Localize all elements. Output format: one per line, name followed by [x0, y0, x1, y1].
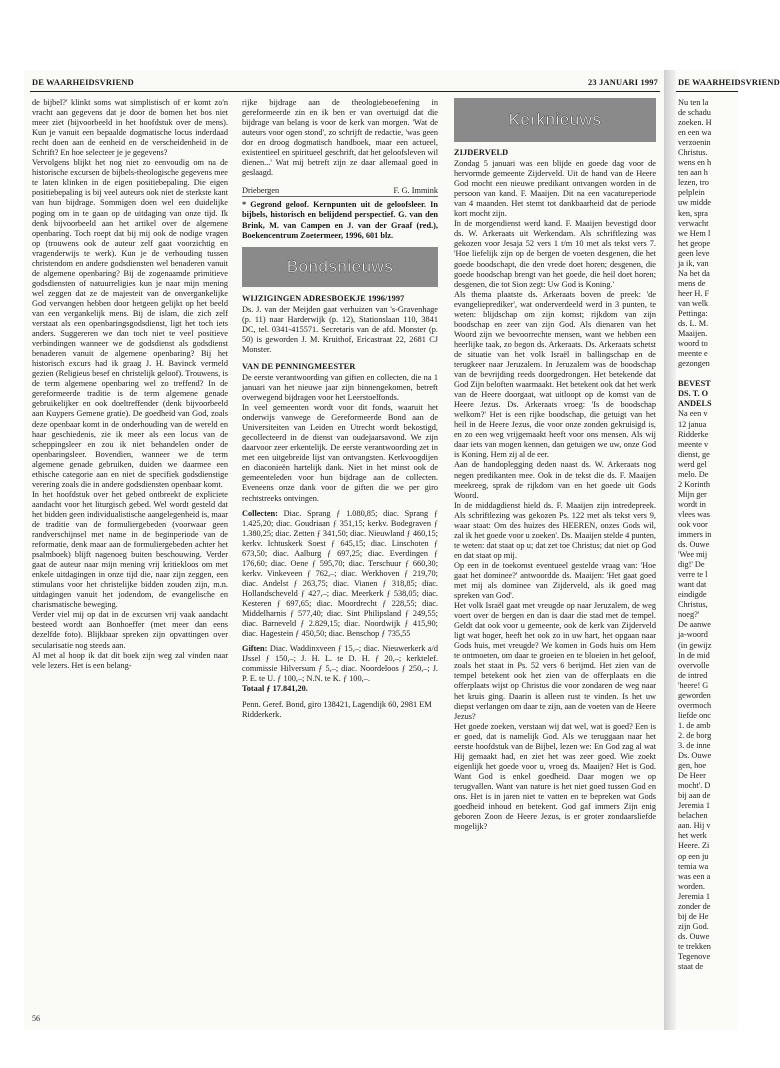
paragraph: Al met al hoop ik dat dit boek zijn weg zal vinden naar vele lezers. Het is een belang-	[32, 650, 228, 670]
next-page-line: worden.	[678, 881, 705, 891]
next-page-line: ja ik, van	[678, 258, 709, 268]
collecten-text: Diac. Sprang ƒ 1.080,85; diac. Sprang ƒ 1.425,20; diac. Goudriaan ƒ 351,15; kerkv. Bodegraven ƒ 1.380,25; diac. Zetten ƒ 341,50; diac. Nieuwland ƒ 460,15; kerkv. Ichtuskerk Soest ƒ 645,15; diac. Linschoten ƒ 673,50; diac. Aalburg ƒ 697,25; diac. Everdingen ƒ 176,60; diac. Oene ƒ 595,70; diac. Terschuur ƒ 660,30; kerkv. Vinkeveen ƒ 762,–; diac. Werkhoven ƒ 219,70; diac. Andelst ƒ 263,75; diac. Vianen ƒ 318,85; diac. Hollandscheveld ƒ 427,–; diac. Meerkerk ƒ 538,05; diac. Kesteren ƒ 697,65; diac. Moordrecht ƒ 228,55; diac. Middelharnis ƒ 577,40; diac. Sint Philipsland ƒ 249,55; diac. Barneveld ƒ 2.829,15; diac. Noordwijk ƒ 415,90; diac. Hagestein ƒ 450,50; diac. Benschop ƒ 735,55	[242, 508, 438, 639]
next-header-rule	[676, 91, 738, 92]
next-page-line: heer H. F	[678, 288, 710, 298]
collecten-label: Collecten:	[242, 508, 278, 518]
next-page-line: zonder de	[678, 901, 711, 911]
magazine-page	[24, 70, 664, 1030]
next-page-line: uw midde	[678, 198, 711, 208]
giften-list	[242, 644, 438, 684]
paragraph: De eerste verantwoording van giften en collecten, die na 1 januari van het nieuwe jaar zijn binnengekomen, betreft overwegend bijdragen voor het Leerstoelfonds.	[242, 372, 438, 403]
next-page-line: wordt in	[678, 499, 706, 509]
next-page-line: Ridderke	[678, 429, 709, 439]
next-page-line: op een ju	[678, 851, 709, 861]
next-page-line: ken, spra	[678, 208, 708, 218]
paragraph: Vervolgens blijkt het nog niet zo eenvoudig om na de historische excursen de bijbels-theologische gegevens mee te laten klinken in de eigen positiebepaling. Die eigen positiebepaling is bij veel auteurs ook niet de sterkste kant van hun bijdrage. Sommigen doen wel een duidelijke poging om in te gaan op de uitdaging van onze tijd. Ik denk bijvoorbeeld aan het artikel over de algemene openbaring. Toch roept dat bij mij ook de nodige vragen op (trouwens ook de auteur zelf gaat voorzichtig en vragenderwijs te werk). Kun je de verhouding tussen christendom en andere godsdiensten wel benaderen vanuit de algemene openbaring? Bij de zogenaamde primitieve godsdiensten of natuurreligies kun je naar mijn mening wel zeggen dat ze de majesteit van de onvergankelijke God vervangen hebben door hetgeen gelijkt op het beeld van een vergankelijk mens. Bij de islam, die zich zelf verstaat als een openbaringsgodsdienst, ligt het toch iets anders. Suggereren we dan toch niet te veel positieve verbindingen wanneer we de godsdienst als godsdienst benaderen vanuit de algemene openbaring? Bij het historisch excurs had ik graag J. H. Bavinck vermeld gezien (Religieus besef en christelijk geloof). Trouwens, is de term algemene openbaring wel zo treffend? In de gereformeerde traditie is de term algemene genade gebruikelijker en ook doeltreffender (denk bijvoorbeeld aan Kuypers Gemene gratie). De goedheid van God, zoals deze openbaar komt in de onderhouding van de wereld en haar geschiedenis, zie ik meer als een locus van de scheppingsleer en zou ik niet behandelen onder de openbaringsleer. Bovendien, wanneer we de term algemene genade gebruiken, duiden we daarmee een ethische categorie aan en niet de specifiek godsdienstige verering zoals die in andere godsdiensten openbaar komt.	[32, 158, 228, 489]
totaal: Totaal ƒ 17.841,20.	[242, 684, 308, 694]
next-page-fragment	[676, 70, 780, 1030]
next-page-line: Tegenove	[678, 951, 711, 961]
collecten-list	[242, 509, 438, 640]
next-page-line: gezongen	[678, 359, 710, 369]
issue-date: 23 JANUARI 1997	[588, 78, 658, 87]
paragraph: Als thema plaatste ds. Arkeraats boven de preek: 'de evangelieprediker', wat onderverdeeld werd in 3 punten, te weten: blijdschap om zijn komst; rijkdom van zijn boodschap en zeer van zijn God. Als dienaren van het Woord zijn we bevoorrechte mensen, want we hebben een heerlijke taak, zo begon ds. Arkeraats. Ds. Arkeraats schetst de situatie van het volk Israël in ballingschap en de terugkeer naar Jeruzalem. In Jeruzalem was de boodschap van de bevrijding reeds doorgedrongen. Het betekende dat God Zijn beloften waarmaakt. Het betekent ook dat het werk van de Heere doorgaat, wat uitloopt op de komst van de Heere Jezus. Ds. Arkeraats vroeg: 'Is de boodschap welkom?' Het is een rijke boodschap, die getuigt van het heil in de Heere Jezus, die voor onze zonden gekruisigd is, en zo een weg vrijgemaakt heeft voor ons mensen. Als wij daar iets van mogen kennen, dan getuigen we uw, onze God is Koning. Hem zij al de eer.	[454, 289, 656, 460]
next-page-line: de schadu	[678, 108, 711, 118]
next-page-line: en een wa	[678, 128, 712, 138]
next-page-line: eindigde	[678, 590, 707, 600]
paragraph: Aan de handoplegging deden naast ds. W. Arkeraats nog negen predikanten mee. Ook in de tekst die ds. F. Maaijen meekreeg, sprak de rijkdom van en het goede uit Gods Woord.	[454, 460, 656, 500]
next-page-line: aan. Hij v	[678, 821, 711, 831]
next-page-line: melo. De	[678, 469, 709, 479]
next-page-line: zoeken. H	[678, 118, 712, 128]
next-page-line: 2. de borg	[678, 730, 712, 740]
paragraph: de bijbel?' klinkt soms wat simplistisch of er komt zo'n vracht aan gegevens dat je door de bomen het bos niet meer ziet (bijvoorbeeld in het hoofdstuk over de mens). Kun je vanuit een bepaalde dogmatische locus inderdaad recht doen aan de eenheid en de verscheidenheid in de Schrift? En hoe selecteer je je gegevens?	[32, 98, 228, 158]
next-page-line: bij de He	[678, 911, 709, 921]
next-page-line: ja-woord	[678, 630, 708, 640]
giften-label: Giften:	[242, 644, 268, 654]
next-page-line: 'Wee mij	[678, 550, 708, 560]
next-page-line: ook voor	[678, 519, 708, 529]
signature-name: F. G. Immink	[393, 186, 438, 196]
kerknieuws-banner: Kerknieuws	[454, 98, 656, 142]
signature	[242, 186, 438, 196]
next-page-line: 2 Korinth	[678, 479, 711, 489]
next-page-line: verzoenin	[678, 138, 711, 148]
next-page-line: 12 janua	[678, 419, 707, 429]
next-page-line: BEVEST	[678, 379, 711, 389]
next-page-line: overvolle	[678, 660, 710, 670]
next-page-line: Heere. Zi	[678, 841, 710, 851]
next-page-header: DE WAARHEIDSVRIEND	[678, 78, 780, 87]
header-rule	[30, 91, 660, 92]
next-page-line: staat de	[678, 962, 704, 972]
column-review	[32, 98, 228, 1008]
next-page-line: Jeremia 1	[678, 891, 711, 901]
next-page-line: dig!' De	[678, 560, 705, 570]
next-page-line: vlees was	[678, 509, 711, 519]
next-page-line: lezen, tro	[678, 178, 709, 188]
next-page-line: ds. Ouwe	[678, 931, 710, 941]
magazine-header-title: DE WAARHEIDSVRIEND	[32, 78, 134, 87]
paragraph: In veel gemeenten wordt voor dit fonds, waaruit het onderwijs vanwege de Gereformeerde Bond aan de Universiteiten van Leiden en Utrecht wordt bekostigd, gecollecteerd in de dienst van oudejaarsavond. We zijn daarvoor zeer erkentelijk. De eerste verantwoording zet in met een uitgebreide lijst van ontvangsten. Kerkvoogdijen en diaconieën hartelijk dank. Niet in het minst ook de gemeenteleden voor hun bijdrage aan de collecten. Eveneens onze dank voor de giften die we per giro rechtstreeks ontvingen.	[242, 403, 438, 503]
next-page-line: Nu ten la	[678, 98, 709, 107]
paragraph: Het volk Israël gaat met vreugde op naar Jeruzalem, de weg voert over de bergen en dan is daar die stad met de tempel. Geldt dat ook voor u gemeente, ook de kerk van Zijderveld ligt wat hoger, heeft het ook zo in uw hart, het opgaan naar Gods huis, met vreugde? We komen in Gods huis om Hem te ontmoeten, om daar te groeien en te bloeien in het geloof, zoals het staat in Ps. 52 vers 6 berijmd. Het zien van de tempel betekent ook het zien van de offerplaats en die offerplaats wijst op Christus die voor zondaren de weg naar het kruis ging. Daarin is alleen rust te vinden. Is het uw diepst verlangen om daar te zijn, aan de voeten van de Heere Jezus?	[454, 601, 656, 721]
next-page-lines	[676, 98, 738, 972]
next-page-line: ten aan h	[678, 168, 708, 178]
next-page-line: Mijn ger	[678, 489, 707, 499]
next-page-line: van welk	[678, 298, 709, 308]
next-page-line: 3. de inne	[678, 741, 711, 750]
next-page-line: was een a	[678, 871, 711, 881]
next-page-line: we Hem l	[678, 228, 711, 238]
next-page-line: want dat	[678, 580, 707, 590]
giften-text: Diac. Waddinxveen ƒ 15,–; diac. Nieuwerkerk a/d IJssel ƒ 150,–; J. H. L. te D. H. ƒ 20,–; kerktelef. commissie Hilversum ƒ 5,–; diac. Noordeloos ƒ 250,–; J. P. E. te U. ƒ 100,–; N.N. te K. ƒ 100,–.	[242, 644, 438, 684]
section-heading: ZIJDERVELD	[454, 148, 509, 157]
next-page-line: 1. de amb	[678, 720, 711, 730]
next-page-line: de intred	[678, 670, 708, 680]
next-page-line: verre te l	[678, 570, 708, 580]
signature-place: Driebergen	[242, 186, 280, 196]
next-page-line: 'heere! G	[678, 680, 709, 690]
section-heading: WIJZIGINGEN ADRESBOEKJE 1996/1997	[242, 293, 405, 303]
penningmeester-address: Penn. Geref. Bond, giro 138421, Lagendijk 60, 2981 EM Ridderkerk.	[242, 700, 432, 720]
next-page-line: De Heer	[678, 771, 706, 781]
bondsnieuws-banner: Bondsnieuws	[242, 247, 438, 287]
paragraph: In de middagdienst hield ds. F. Maaijen zijn intredepreek. Als schriftlezing was gekozen Ps. 122 met als tekst vers 9, waar staat: Om des huizes des HEEREN, onzes Gods wil, zal ik het goede voor u zoeken'. Ds. Maaijen stelde 4 punten, te weten: dat staat op u; dat zet toe Christus; dat niet op God en dat staat op mij.	[454, 500, 656, 560]
next-page-line: pelplein	[678, 188, 705, 198]
paragraph: In het hoofdstuk over het gebed ontbreekt de expliciete aandacht voor het liturgisch gebed. Wel wordt gesteld dat het bidden geen individualistische aangelegenheid is, maar de traditie van de formuliergebeden (voorwaar geen randverschijnsel met name in de beginperiode van de reformatie, denk maar aan de formuliergebeden achter het psalmboek) blijft nagenoeg buiten beschouwing. Verder gaat de auteur naar mijn mening vrij kritiekloos om met enkele uitdagingen in onze tijd die, naar zijn zeggen, een stimulans voor het christelijke bidden zouden zijn, m.n. uitdagingen vanuit het jodendom, de evangelische en charismatische beweging.	[32, 489, 228, 610]
next-page-line: overmoch	[678, 700, 712, 710]
next-page-line: woord to	[678, 339, 708, 349]
column-kerknieuws	[454, 98, 656, 1008]
next-page-line: geen leve	[678, 248, 710, 258]
page-gutter-shadow	[664, 70, 676, 1030]
paragraph: Ds. J. van der Meijden gaat verhuizen van 's-Gravenhage (p. 11) naar Harderwijk (p. 12), Stationslaan 110, 3841 DC, tel. 0341-415571. Secretaris van de afd. Monster (p. 50) is geworden J. M. Kruithof, Ericastraat 22, 2681 CJ Monster.	[242, 304, 438, 354]
next-page-line: temia wa	[678, 861, 709, 871]
next-page-line: mocht'. D	[678, 781, 711, 791]
paragraph: Zondag 5 januari was een blijde en goede dag voor de hervormde gemeente Zijderveld. Uit de hand van de Heere God mocht een nieuwe predikant ontvangen worden in de persoon van kand. F. Maaijen. Dit na een vacatureperiode van 4 maanden. Het stemt tot dankbaarheid dat de periode kort mocht zijn.	[454, 159, 656, 219]
next-page-line	[676, 369, 738, 379]
next-page-line: Na een v	[678, 409, 708, 419]
book-reference: * Gegrond geloof. Kernpunten uit de geloofsleer. In bijbels, historisch en belijdend perspectief. G. van den Brink, M. van Campen en J. van der Graaf (red.), Boekencentrum Zoetermeer, 1996, 601 blz.	[242, 196, 438, 240]
next-page-line: ds. L. M.	[678, 319, 709, 329]
next-page-line: ANDELS	[678, 399, 712, 409]
paragraph: Op een in de toekomst eventueel gestelde vraag van: 'Hoe gaat het dominee?' antwoordde ds. Maaijen: 'Het gaat goed met mij als dominee van Zijderveld, als ik goed mag spreken van God'.	[454, 560, 656, 601]
next-page-line: Na het da	[678, 268, 710, 278]
next-page-line: het geope	[678, 238, 711, 248]
next-page-line: meente e	[678, 349, 708, 359]
next-page-line: De aanwe	[678, 620, 711, 630]
next-page-line: noeg?'	[678, 610, 700, 620]
column-bondsnieuws	[242, 98, 438, 1008]
next-page-line: bij aan de	[678, 791, 711, 801]
page-number: 56	[32, 1014, 40, 1023]
next-page-line: Jeremia 1	[678, 801, 711, 811]
paragraph: Verder viel mij op dat in de excursen vrij vaak aandacht besteed wordt aan Bonhoeffer (met meer dan eens dezelfde foto). Blijkbaar spreken zijn opvattingen over secularisatie nog steeds aan.	[32, 610, 228, 650]
next-page-line: Pettinga:	[678, 308, 708, 318]
next-page-line: gen, hoe	[678, 761, 707, 771]
next-page-line: zijn God.	[678, 921, 709, 931]
paragraph: rijke bijdrage aan de theologiebeoefening in gereformeerde zin en ik ben er van overtuigd dat die bijdrage van belang is voor de kerk van morgen. 'Wat de auteurs voor ogen stond', zo schrijft de redactie, 'was geen dor en droog dogmatisch handboek, maar een actueel, existentieel en spiritueel geschrift, dat het geloofsleven wil dienen...' Wat mij betreft zijn ze daar allemaal goed in geslaagd.	[242, 98, 438, 178]
next-page-line: ds. Ouwe	[678, 540, 710, 550]
paragraph: Het goede zoeken, verstaan wij dat wel, wat is goed? Een is er goed, dat is namelijk God. Als we teruggaan naar het eerste hoofdstuk van de Bijbel, lezen we: En God zag al wat Hij gemaakt had, en ziet het was zeer goed. Wie zoekt eigenlijk het goede voor u, vroeg ds. Maaijen? Het is God. Want God is enkel goedheid. Daar mogen we op terugvallen. Want van nature is het niet goed tussen God en ons. Het is in jaren niet te vatten en te bepreken wat Gods goedheid inhoud en betekent. God gaf immers Zijn enig geboren Zoon de Heere Jezus, is er groter zondaarsliefde mogelijk?	[454, 721, 656, 832]
next-page-line: verwacht	[678, 218, 709, 228]
next-page-line: werd gel	[678, 459, 707, 469]
next-page-line: Ds. Ouwe	[678, 751, 712, 761]
next-page-line: belachen	[678, 811, 708, 821]
next-page-line: wens en h	[678, 158, 712, 168]
paragraph: In de morgendienst werd kand. F. Maaijen bevestigd door ds. W. Arkeraats uit Werkendam. Als schriftlezing was gekozen voor Jesaja 52 vers 1 t/m 10 met als tekst vers 7. 'Hoe liefelijk zijn op de bergen de voeten desgenen, die het goede boodschapt, die den vrede doet horen; desgenen, die goede boodschap brengt van het goede, die heil doet horen; desgenen, die tot Sion zegt: Uw God is Koning.'	[454, 219, 656, 289]
next-page-line: In de mid	[678, 650, 710, 660]
next-page-line: liefde onc	[678, 710, 711, 720]
next-page-line: meente v	[678, 439, 709, 449]
next-page-line: (in gewijz	[678, 640, 712, 650]
next-page-line: Christus.	[678, 148, 708, 158]
next-page-line: dienst, ge	[678, 449, 710, 459]
next-page-line: te trekken	[678, 941, 711, 951]
next-page-line: mens de	[678, 278, 706, 288]
section-heading: VAN DE PENNINGMEESTER	[242, 361, 356, 371]
next-page-line: geworden	[678, 690, 711, 700]
next-page-line: Christus,	[678, 600, 708, 610]
next-page-line: het werk	[678, 831, 707, 841]
next-page-line: immers in	[678, 530, 712, 540]
next-page-line: Maaijen.	[678, 329, 708, 339]
next-page-line: DS. T. O	[678, 389, 709, 399]
